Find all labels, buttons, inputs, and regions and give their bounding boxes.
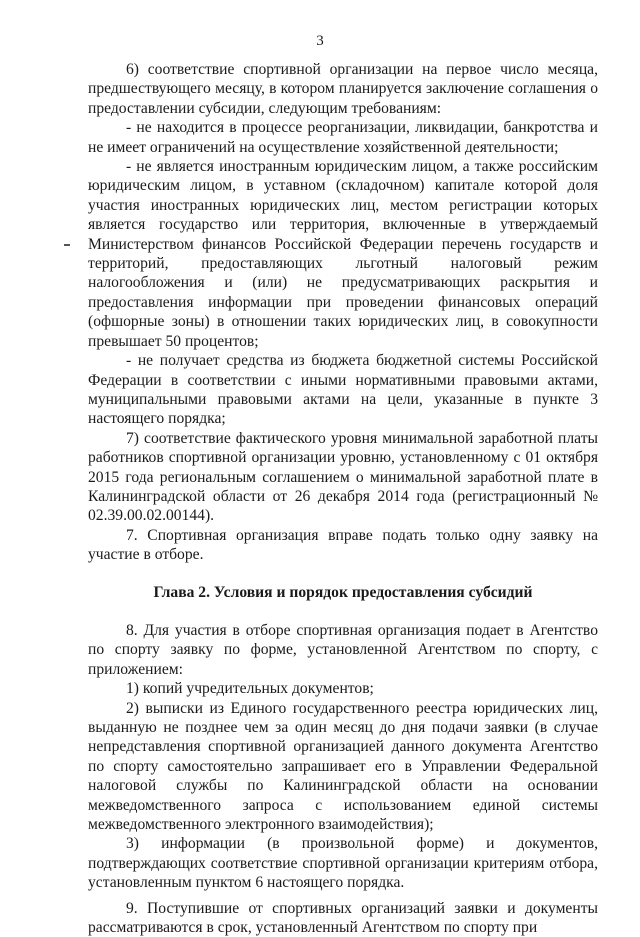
margin-mark [64, 244, 70, 246]
chapter-heading: Глава 2. Условия и порядок предоставления субсидий [153, 583, 533, 601]
paragraph-requirement-foreign: - не является иностранным юридическим лицом, а также российским юридическим лицом, в уставном (складочном) капитале которой доля участия иностранных юридических лиц, местом регистрации которых является государство или территория, включенные в утверждаемый Министерством финансов Российской Федерации перечень государств и территорий, предоставляющих льготный налоговый режим налогообложения и (или) не предусматривающих раскрытия и предоставления информации при проведении финансовых операций (офшорные зоны) в отношении таких юридических лиц, в совокупности превышает 50 процентов; [88, 158, 598, 350]
paragraph-requirement-budget: - не получает средства из бюджета бюджетной системы Российской Федерации в соответствии с иными нормативными правовыми актами, муниципальными правовыми актами на цели, указанные в пункте 3 настоящего порядка; [88, 352, 598, 428]
paragraph-9: 9. Поступившие от спортивных организаций заявки и документы рассматриваются в срок, установленный Агентством по спорту при [88, 899, 598, 937]
paragraph-8-item-2: 2) выписки из Единого государственного реестра юридических лиц, выданную не позднее чем за один месяц до дня подачи заявки (в случае непредставления спортивной организацией данного документа Агентство по спорту самостоятельно запрашивает его в Управлении Федеральной налоговой службы по Калининградской области на основании межведомственного запроса с использованием единой системы межведомственного электронного взаимодействия); [88, 699, 598, 834]
paragraph-item-7-wage: 7) соответствие фактического уровня минимальной заработной платы работников спортивной организации уровню, установленному с 01 октября 2015 года региональным соглашением о минимальной заработной плате в Калининградской области от 26 декабря 2014 года (регистрационный № 02.39.00.02.00144). [88, 429, 598, 525]
document-body [88, 60, 598, 937]
paragraph-8-item-1: 1) копий учредительных документов; [126, 680, 374, 698]
paragraph-requirement-reorganization: - не находится в процессе реорганизации, ликвидации, банкротства и не имеет ограничений на осуществление хозяйственной деятельности; [88, 119, 598, 156]
paragraph-item-6: 6) соответствие спортивной организации на первое число месяца, предшествующего месяцу, в котором планируется заключение соглашения о предоставлении субсидии, следующим требованиям: [88, 61, 598, 117]
page-number: 3 [316, 33, 324, 49]
paragraph-8: 8. Для участия в отборе спортивная организация подает в Агентство по спорту заявку по форме, установленной Агентством по спорту, с приложением: [88, 621, 598, 678]
paragraph-8-item-3: 3) информации (в произвольной форме) и документов, подтверждающих соответствие спортивной организации критериям отбора, установленным пунктом 6 настоящего порядка. [88, 835, 598, 892]
paragraph-7-one-application: 7. Спортивная организация вправе подать только одну заявку на участие в отборе. [88, 526, 598, 564]
